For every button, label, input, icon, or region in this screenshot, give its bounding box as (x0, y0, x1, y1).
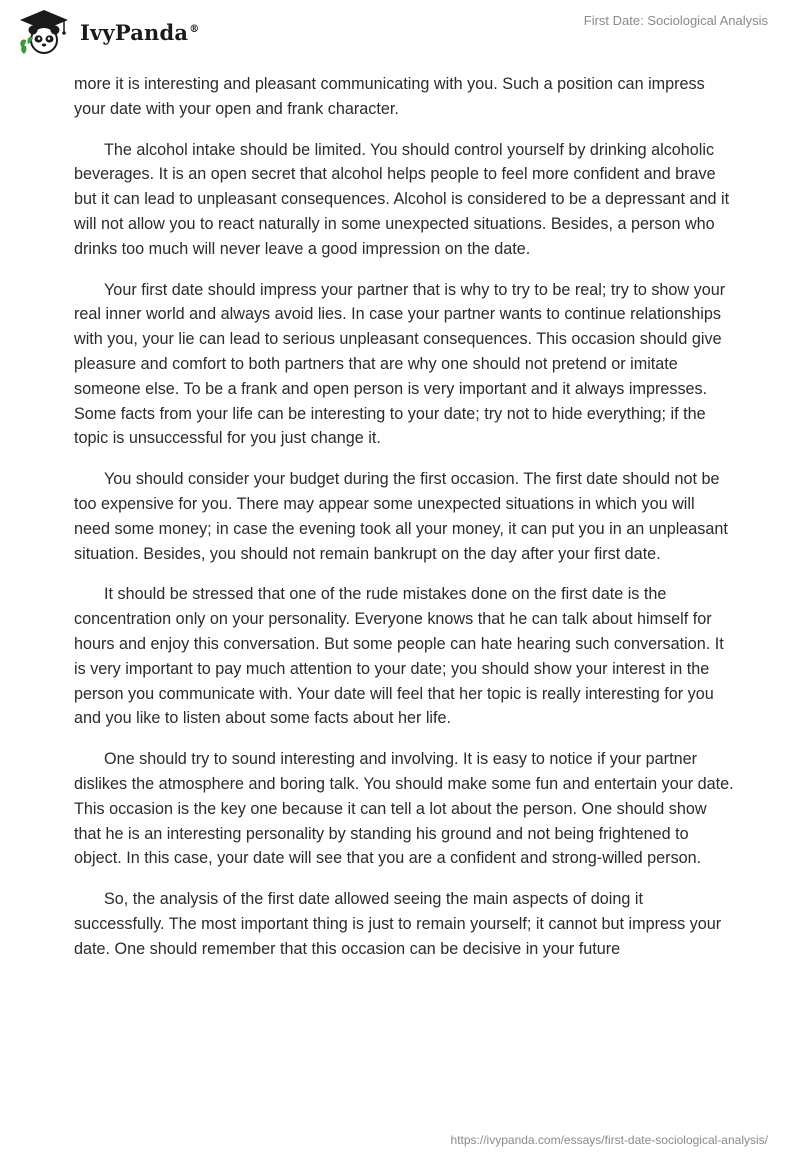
registered-mark: ® (189, 23, 200, 35)
essay-body (74, 72, 734, 978)
paragraph: more it is interesting and pleasant communicating with you. Such a position can impress your date with your open and frank character. (74, 75, 705, 118)
paragraph: You should consider your budget during the first occasion. The first date should not be too expensive for you. There may appear some unexpected situations in which you will need some money; in case the evening took all your money, it can put you in an unpleasant situation. Besides, you should not remain bankrupt on the day after your first date. (74, 470, 728, 563)
document-title: First Date: Sociological Analysis (583, 13, 768, 28)
ivypanda-logo[interactable] (14, 8, 199, 56)
paragraph: Your first date should impress your partner that is why to try to be real; try to show your real inner world and always avoid lies. In case your partner wants to continue relationships with you, your lie can lead to serious unpleasant consequences. This occasion should give pleasure and comfort to both partners that are why one should not pretend or imitate someone else. To be a frank and open person is very important and it always impresses. Some facts from your life can be interesting to your date; try not to hide everything; if the topic is unsuccessful for you just change it. (74, 280, 726, 448)
paragraph: So, the analysis of the first date allowed seeing the main aspects of doing it successfully. The most important thing is just to remain yourself; it cannot but impress your date. One should remember that this occasion can be decisive in your future (74, 890, 722, 958)
source-url-link[interactable]: https://ivypanda.com/essays/first-date-sociological-analysis/ (450, 1133, 768, 1147)
paragraph: It should be stressed that one of the rude mistakes done on the first date is the concentration only on your personality. Everyone knows that he can talk about himself for hours and enjoy this conversation. But some people can hate hearing such conversation. It is very important to pay much attention to your date; you should show your interest in the person you communicate with. Your date will feel that her topic is really interesting for you and you like to listen about some facts about her life. (74, 585, 724, 728)
paragraph: One should try to sound interesting and involving. It is easy to notice if your partner dislikes the atmosphere and boring talk. You should make some fun and entertain your date. This occasion is the key one because it can tell a lot about the person. One should show that he is an interesting personality by standing his ground and not being frightened to object. In this case, your date will see that you are a confident and strong-willed person. (74, 750, 734, 868)
panda-graduate-icon (14, 8, 72, 56)
brand-name: IvyPanda® (80, 19, 200, 45)
paragraph: The alcohol intake should be limited. You should control yourself by drinking alcoholic beverages. It is an open secret that alcohol helps people to feel more confident and brave but it can lead to unpleasant consequences. Alcohol is considered to be a depressant and it will not allow you to react naturally in some unexpected situations. Besides, a person who drinks too much will never leave a good impression on the date. (74, 140, 730, 258)
page-header (0, 0, 800, 64)
